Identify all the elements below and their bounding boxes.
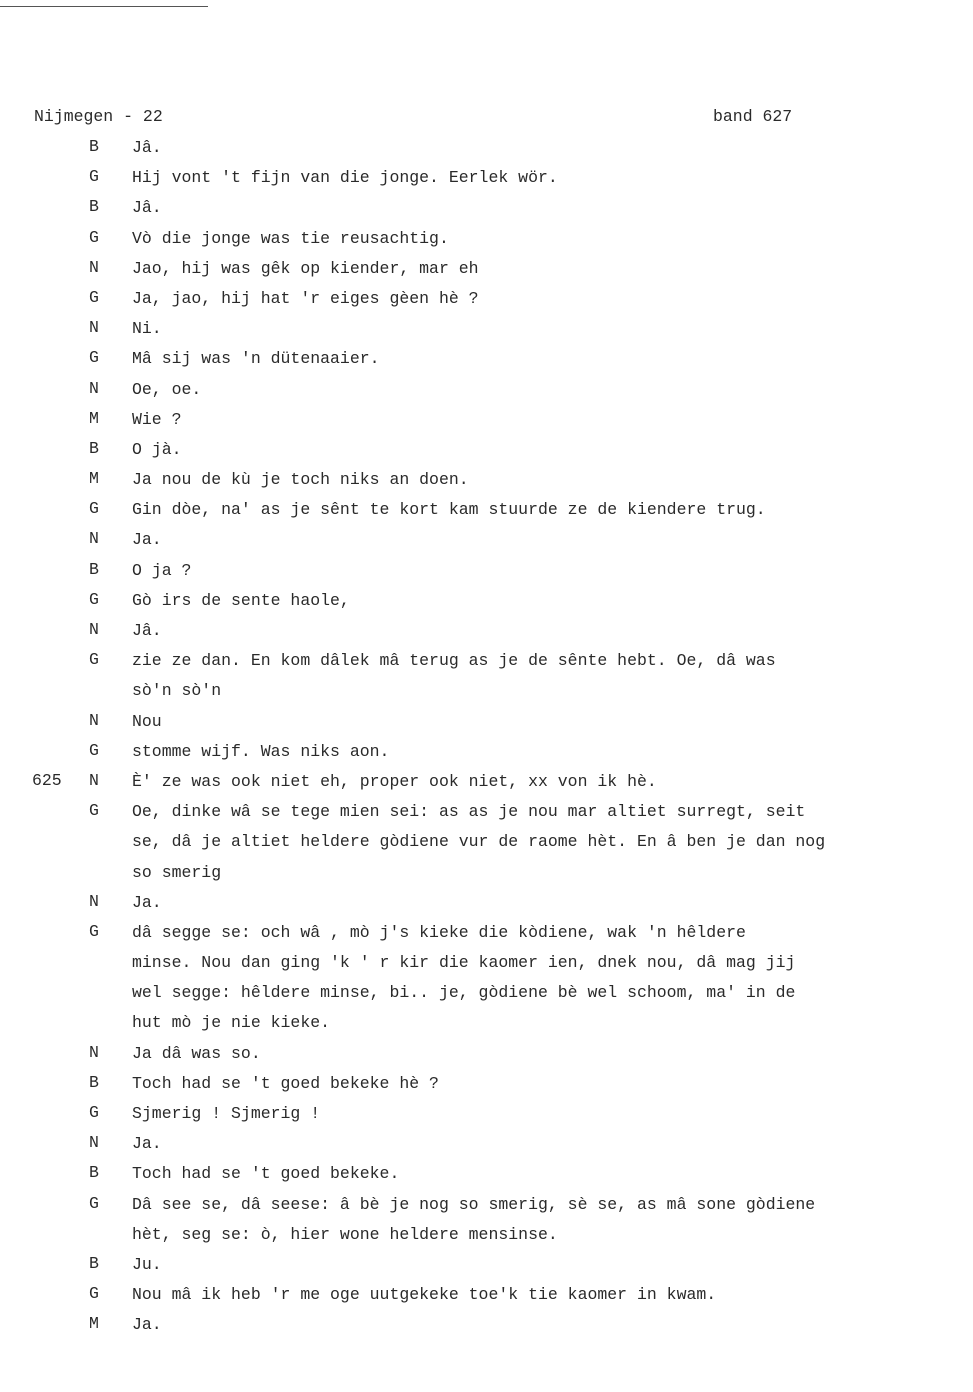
utterance [132, 801, 922, 892]
utterance-line: Ja dâ was so. [132, 1043, 261, 1063]
transcript-turn [0, 318, 973, 348]
transcript-turn [0, 560, 973, 590]
transcript-turn [0, 409, 973, 439]
utterance-line: Vò die jonge was tie reusachtig. [132, 228, 449, 248]
utterance-line: sò'n sò'n [132, 681, 222, 701]
utterance [132, 318, 922, 348]
utterance [132, 439, 922, 469]
speaker-label: G [89, 287, 99, 307]
utterance [132, 711, 922, 741]
speaker-label: G [89, 801, 99, 821]
transcript-turn [0, 1043, 973, 1073]
transcript-turn [0, 1163, 973, 1193]
utterance-line: O jà. [132, 439, 182, 459]
speaker-label: N [89, 318, 99, 338]
utterance-line: Jâ. [132, 138, 162, 157]
utterance-line: O ja ? [132, 560, 192, 580]
transcript-turn [0, 771, 973, 801]
utterance-line: Oe, dinke wâ se tege mien sei: as as je nou mar altiet surregt, seit [132, 802, 806, 822]
speaker-label: N [89, 891, 99, 911]
utterance [132, 1194, 922, 1254]
transcript-turn [0, 1133, 973, 1163]
utterance-line: Gin dòe, na' as je sênt te kort kam stuurde ze de kiendere trug. [132, 500, 766, 520]
utterance [132, 1163, 922, 1193]
utterance [132, 1133, 922, 1163]
utterance [132, 1103, 922, 1133]
utterance-line: È' ze was ook niet eh, proper ook niet, xx von ik hè. [132, 771, 657, 791]
transcript [0, 137, 973, 1345]
transcript-turn [0, 620, 973, 650]
speaker-label: N [89, 1133, 99, 1153]
speaker-label: M [89, 408, 99, 428]
transcript-turn [0, 197, 973, 227]
utterance [132, 620, 922, 650]
utterance [132, 1073, 922, 1103]
utterance [132, 590, 922, 620]
utterance-line: Sjmerig ! Sjmerig ! [132, 1104, 321, 1123]
transcript-turn [0, 741, 973, 771]
speaker-label: G [89, 167, 99, 187]
speaker-label: B [89, 137, 99, 156]
speaker-label: G [89, 499, 99, 519]
utterance [132, 741, 922, 771]
speaker-label: G [89, 1284, 99, 1304]
transcript-turn [0, 1194, 973, 1254]
utterance-line: minse. Nou dan ging 'k ' r kir die kaomer ien, dnek nou, dâ mag jij [132, 953, 796, 973]
speaker-label: G [89, 740, 99, 760]
transcript-turn [0, 801, 973, 892]
transcript-turn [0, 1314, 973, 1344]
speaker-label: N [89, 710, 99, 730]
utterance [132, 228, 922, 258]
tape-number: band 627 [713, 107, 793, 126]
utterance [132, 1254, 922, 1284]
utterance [132, 258, 922, 288]
utterance-line: Nou [132, 711, 162, 731]
speaker-label: B [89, 1163, 99, 1183]
speaker-label: N [89, 257, 99, 277]
utterance-line: Ja. [132, 1315, 162, 1335]
utterance [132, 1043, 922, 1073]
speaker-label: G [89, 589, 99, 609]
utterance [132, 560, 922, 590]
transcript-turn [0, 1103, 973, 1133]
utterance-line: Ja. [132, 1134, 162, 1154]
transcript-turn [0, 439, 973, 469]
utterance-line: Jao, hij was gêk op kiender, mar eh [132, 258, 479, 278]
utterance-line: Mâ sij was 'n dütenaaier. [132, 349, 380, 369]
utterance-line: zie ze dan. En kom dâlek mâ terug as je de sênte hebt. Oe, dâ was [132, 651, 776, 671]
utterance-line: Oe, oe. [132, 379, 202, 399]
transcript-turn [0, 469, 973, 499]
utterance [132, 650, 922, 710]
utterance [132, 469, 922, 499]
speaker-label: N [89, 770, 99, 790]
utterance-line: Hij vont 't fijn van die jonge. Eerlek wör. [132, 168, 558, 188]
top-rule [0, 6, 208, 7]
utterance-line: se, dâ je altiet heldere gòdiene vur de raome hèt. En â ben je dan nog [132, 832, 826, 852]
transcript-turn [0, 892, 973, 922]
transcript-turn [0, 1284, 973, 1314]
speaker-label: G [89, 921, 99, 941]
speaker-label: G [89, 1103, 99, 1122]
utterance [132, 771, 922, 801]
speaker-label: G [89, 227, 99, 247]
utterance [132, 1314, 922, 1344]
utterance-line: Wie ? [132, 409, 182, 429]
utterance-line: Toch had se 't goed bekeke. [132, 1164, 400, 1184]
transcript-turn [0, 1254, 973, 1284]
utterance [132, 288, 922, 318]
utterance-line: Ja. [132, 530, 162, 550]
transcript-turn [0, 379, 973, 409]
utterance [132, 167, 922, 197]
utterance-line: Toch had se 't goed bekeke hè ? [132, 1073, 439, 1093]
transcript-turn [0, 137, 973, 167]
utterance-line: Ju. [132, 1254, 162, 1274]
utterance-line: hèt, seg se: ò, hier wone heldere mensinse. [132, 1224, 558, 1244]
speaker-label: B [89, 1253, 99, 1273]
utterance-line: Ni. [132, 319, 162, 339]
transcript-turn [0, 348, 973, 378]
transcript-turn [0, 499, 973, 529]
speaker-label: B [89, 559, 99, 579]
speaker-label: M [89, 1314, 99, 1334]
transcript-turn [0, 922, 973, 1043]
transcript-turn [0, 228, 973, 258]
transcript-turn [0, 167, 973, 197]
utterance [132, 197, 922, 227]
transcript-turn [0, 711, 973, 741]
utterance-line: Jâ. [132, 621, 162, 640]
utterance [132, 499, 922, 529]
utterance [132, 409, 922, 439]
speaker-label: N [89, 1042, 99, 1062]
speaker-label: N [89, 620, 99, 639]
transcript-turn [0, 258, 973, 288]
transcript-turn [0, 590, 973, 620]
page-header [34, 107, 973, 131]
utterance-line: Nou mâ ik heb 'r me oge uutgekeke toe'k tie kaomer in kwam. [132, 1285, 717, 1305]
utterance [132, 922, 922, 1043]
transcript-turn [0, 529, 973, 559]
speaker-label: N [89, 378, 99, 398]
speaker-label: N [89, 529, 99, 549]
utterance-line: Ja, jao, hij hat 'r eiges gèen hè ? [132, 288, 479, 308]
utterance-line: so smerig [132, 862, 222, 882]
utterance-line: Ja. [132, 892, 162, 912]
speaker-label: G [89, 348, 99, 368]
utterance [132, 529, 922, 559]
utterance-line: dâ segge se: och wâ , mò j's kieke die kòdiene, wak 'n hêldere [132, 922, 746, 942]
document-location: Nijmegen - 22 [34, 107, 163, 126]
utterance-line: stomme wijf. Was niks aon. [132, 741, 390, 761]
utterance [132, 348, 922, 378]
speaker-label: G [89, 1193, 99, 1213]
transcript-turn [0, 288, 973, 318]
transcript-turn [0, 1073, 973, 1103]
utterance [132, 892, 922, 922]
utterance-line: wel segge: hêldere minse, bi.. je, gòdiene bè wel schoom, ma' in de [132, 983, 796, 1003]
timecode: 625 [32, 770, 62, 790]
utterance-line: Ja nou de kù je toch niks an doen. [132, 470, 469, 490]
utterance [132, 1284, 922, 1314]
speaker-label: B [89, 438, 99, 458]
utterance-line: Gò irs de sente haole, [132, 590, 350, 610]
utterance-line: Jâ. [132, 198, 162, 218]
utterance-line: Dâ see se, dâ seese: â bè je nog so smerig, sè se, as mâ sone gòdiene [132, 1194, 816, 1214]
speaker-label: B [89, 197, 99, 217]
speaker-label: G [89, 650, 99, 670]
transcript-turn [0, 650, 973, 710]
utterance [132, 137, 922, 167]
utterance [132, 379, 922, 409]
speaker-label: M [89, 469, 99, 489]
speaker-label: B [89, 1072, 99, 1092]
utterance-line: hut mò je nie kieke. [132, 1013, 331, 1033]
